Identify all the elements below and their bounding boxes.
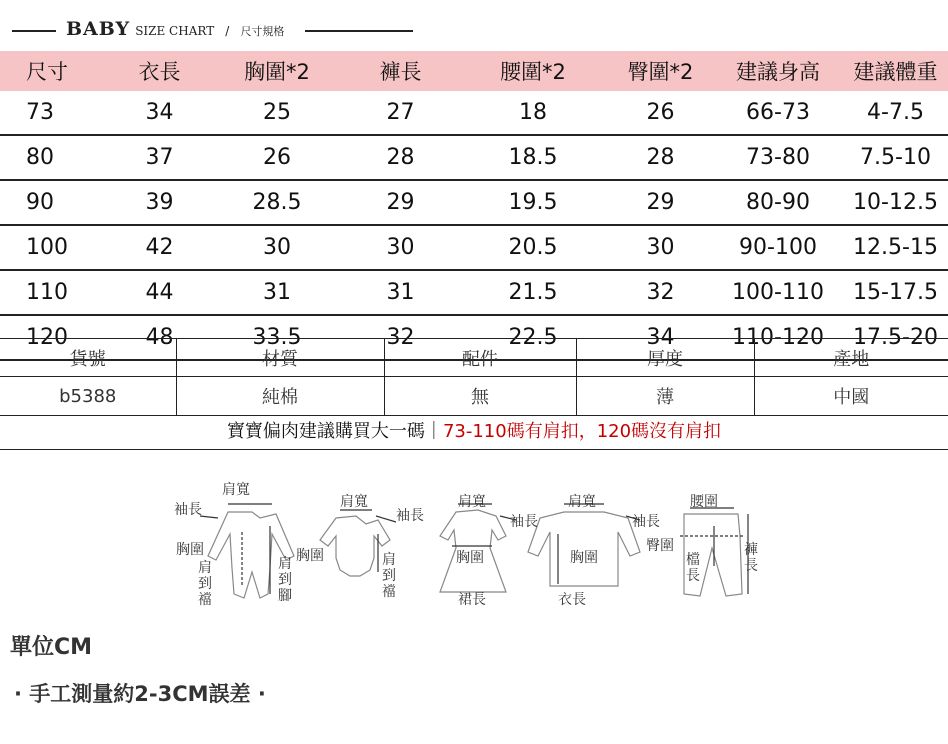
brand-text: BABY [66, 18, 131, 40]
table-cell: 73-80 [713, 135, 843, 180]
table-cell: 28 [343, 135, 458, 180]
col-header: 衣長 [108, 51, 211, 91]
note-shoulder-button-text: 73-110碼有肩扣，120碼沒有肩扣 [442, 421, 722, 442]
subtitle-cn-text: 尺寸規格 [240, 25, 285, 38]
table-cell: 90-100 [713, 225, 843, 270]
subtitle-text: SIZE CHART [135, 24, 215, 38]
col-header: 臀圍*2 [608, 51, 713, 91]
note-advice-text: 寶寶偏肉建議購買大一碼｜ [226, 421, 443, 442]
table-cell: 73 [0, 91, 108, 135]
title-text [66, 18, 284, 40]
table-cell: 28.5 [211, 180, 343, 225]
table-cell: 17.5-20 [843, 315, 948, 360]
table-cell: 37 [108, 135, 211, 180]
table-cell: 90 [0, 180, 108, 225]
title-right-rule [305, 30, 413, 32]
size-table-header [0, 51, 948, 91]
table-cell: 15-17.5 [843, 270, 948, 315]
pants-rise-label: 檔長 [686, 552, 700, 584]
table-cell: 30 [608, 225, 713, 270]
col-header: 腰圍*2 [458, 51, 608, 91]
table-cell: 30 [211, 225, 343, 270]
romper-chest-label: 胸圍 [176, 542, 204, 558]
size-table [0, 51, 948, 361]
table-cell: 32 [343, 315, 458, 360]
col-header: 胸圍*2 [211, 51, 343, 91]
info-header-row [0, 339, 948, 377]
table-cell: 120 [0, 315, 108, 360]
table-cell: 44 [108, 270, 211, 315]
measurement-diagrams [160, 476, 770, 626]
title-separator: / [225, 24, 230, 38]
table-row [0, 270, 948, 315]
table-cell: 31 [343, 270, 458, 315]
table-cell: 19.5 [458, 180, 608, 225]
info-header: 產地 [754, 339, 948, 377]
table-cell: 21.5 [458, 270, 608, 315]
table-cell: 18.5 [458, 135, 608, 180]
table-cell: 80-90 [713, 180, 843, 225]
table-cell: 80 [0, 135, 108, 180]
bodysuit-sleeve-label: 袖長 [396, 508, 424, 524]
table-cell: 29 [343, 180, 458, 225]
romper-sleeve-label: 袖長 [174, 502, 202, 518]
table-cell: 26 [608, 91, 713, 135]
romper-shoulder-foot-label: 肩到腳 [278, 556, 292, 604]
table-cell: 25 [211, 91, 343, 135]
pants-length-label: 褲長 [744, 542, 758, 574]
romper-shoulder-crotch-label: 肩到襠 [198, 560, 212, 608]
table-cell: 20.5 [458, 225, 608, 270]
col-header: 建議身高 [713, 51, 843, 91]
table-cell: 110 [0, 270, 108, 315]
table-row [0, 91, 948, 135]
pants-hip-label: 臀圍 [646, 538, 674, 554]
table-cell: 39 [108, 180, 211, 225]
table-cell: 66-73 [713, 91, 843, 135]
info-header: 配件 [384, 339, 576, 377]
col-header: 褲長 [343, 51, 458, 91]
table-row [0, 135, 948, 180]
product-info-table [0, 338, 948, 416]
table-cell: 31 [211, 270, 343, 315]
col-header: 尺寸 [0, 51, 108, 91]
info-value: 中國 [754, 377, 948, 416]
info-value: 純棉 [176, 377, 384, 416]
info-value: b5388 [0, 377, 176, 416]
dress-sleeve-label: 袖長 [510, 514, 538, 530]
info-header: 厚度 [576, 339, 754, 377]
top-sleeve-label: 袖長 [632, 514, 660, 530]
info-header: 材質 [176, 339, 384, 377]
bodysuit-chest-label: 胸圍 [296, 548, 324, 564]
table-row [0, 225, 948, 270]
table-cell: 10-12.5 [843, 180, 948, 225]
table-cell: 29 [608, 180, 713, 225]
info-value: 無 [384, 377, 576, 416]
table-cell: 48 [108, 315, 211, 360]
table-cell: 18 [458, 91, 608, 135]
dress-length-label: 裙長 [458, 592, 486, 608]
tolerance-note: · 手工測量約2-3CM誤差 · [14, 682, 266, 706]
unit-label: 單位CM [10, 635, 93, 660]
size-chart-title [12, 18, 412, 44]
table-cell: 22.5 [458, 315, 608, 360]
size-advice-note [0, 413, 948, 450]
table-cell: 26 [211, 135, 343, 180]
bodysuit-shoulder-crotch-label: 肩到襠 [382, 552, 396, 600]
table-cell: 32 [608, 270, 713, 315]
dress-shoulder-label: 肩寬 [458, 494, 486, 510]
table-cell: 27 [343, 91, 458, 135]
table-cell: 110-120 [713, 315, 843, 360]
table-cell: 4-7.5 [843, 91, 948, 135]
top-chest-label: 胸圍 [570, 550, 598, 566]
top-length-label: 衣長 [558, 592, 586, 608]
table-cell: 100 [0, 225, 108, 270]
table-cell: 100-110 [713, 270, 843, 315]
romper-shoulder-label: 肩寬 [222, 482, 250, 498]
table-cell: 34 [108, 91, 211, 135]
table-cell: 12.5-15 [843, 225, 948, 270]
table-cell: 28 [608, 135, 713, 180]
table-cell: 33.5 [211, 315, 343, 360]
pants-waist-label: 腰圍 [690, 494, 718, 510]
dress-chest-label: 胸圍 [456, 550, 484, 566]
info-header: 貨號 [0, 339, 176, 377]
info-value: 薄 [576, 377, 754, 416]
bodysuit-shoulder-label: 肩寬 [340, 494, 368, 510]
dress-sketch [440, 504, 516, 592]
top-sketch [528, 504, 640, 586]
info-value-row [0, 377, 948, 416]
title-left-rule [12, 30, 56, 32]
table-cell: 30 [343, 225, 458, 270]
table-cell: 34 [608, 315, 713, 360]
col-header: 建議體重 [843, 51, 948, 91]
table-cell: 7.5-10 [843, 135, 948, 180]
table-cell: 42 [108, 225, 211, 270]
table-row [0, 180, 948, 225]
top-shoulder-label: 肩寬 [568, 494, 596, 510]
